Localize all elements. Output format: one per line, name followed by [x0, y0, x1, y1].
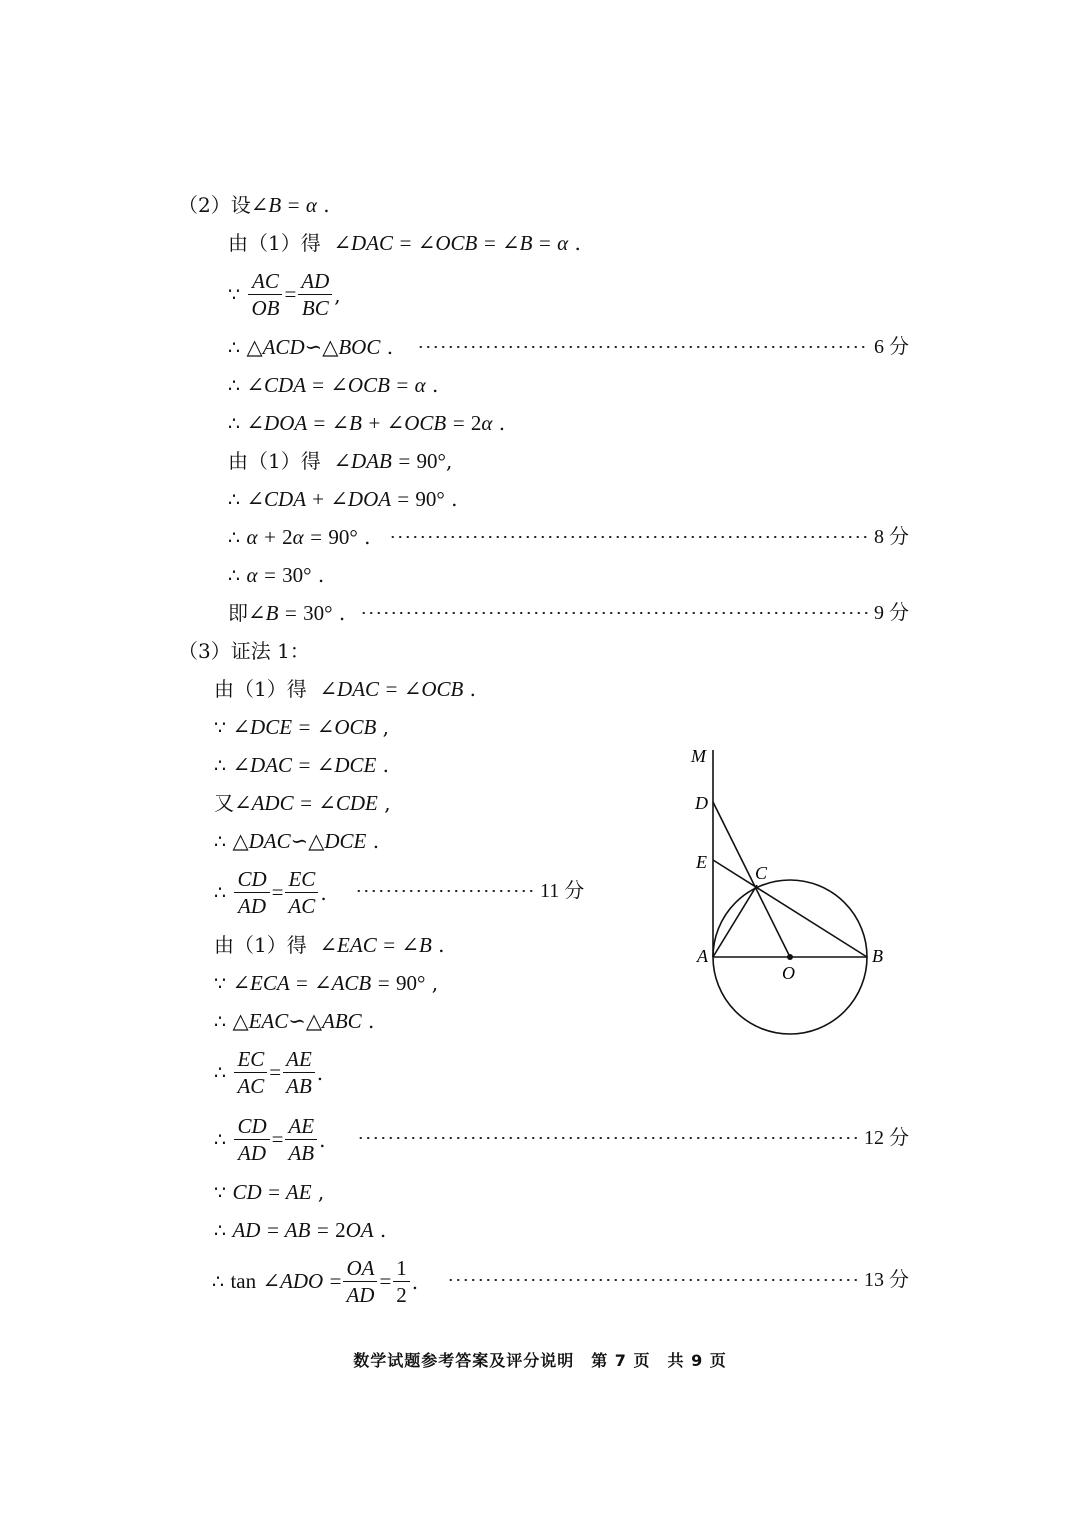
part2-step-7: ∴ ∠CDA + ∠DOA = 90° . [228, 487, 458, 511]
part2-step-10: 即∠B = 30° . [228, 601, 346, 625]
part3-step-14: ∴ tan ∠ADO = $\frac{OA}{AD}$ = $\frac{1}{2}$ . [212, 1256, 419, 1307]
part3-step-2: ∵ ∠DCE = ∠OCB , [214, 715, 390, 739]
dot-leader [355, 877, 537, 905]
label-m: M [691, 746, 706, 766]
part3-step-7: 由（1）得 ∠EAC = ∠B . [214, 933, 445, 957]
fraction-ae-ab-2: $\frac{AE}{AB}$ [285, 1113, 317, 1166]
fraction-cd-ad: $\frac{CD}{AD}$ [234, 866, 269, 919]
part3-step-4: 又∠ADC = ∠CDE , [214, 791, 391, 815]
part3-step-9: ∴ △EAC∽△ABC . [214, 1009, 375, 1033]
score-6: 6 分 [874, 336, 909, 358]
part3-step-10: ∴ $\frac{EC}{AC}$ = $\frac{AE}{AB}$ . [214, 1047, 324, 1098]
score-9: 9 分 [874, 602, 909, 624]
part3-step-8: ∵ ∠ECA = ∠ACB = 90° , [214, 971, 439, 995]
score-13: 13 分 [864, 1269, 909, 1291]
score-8: 8 分 [874, 526, 909, 548]
label-b: B [872, 946, 883, 966]
dot-leader [360, 599, 869, 627]
fraction-ec-ac-2: $\frac{EC}{AC}$ [234, 1046, 267, 1099]
part3-step-3: ∴ ∠DAC = ∠DCE . [214, 753, 390, 777]
fraction-cd-ad-2: $\frac{CD}{AD}$ [234, 1113, 269, 1166]
dot-leader [417, 333, 869, 361]
part2-step-5: ∴ ∠DOA = ∠B + ∠OCB = 2α . [228, 411, 506, 435]
part3-step-12: ∵ CD = AE , [214, 1180, 325, 1204]
part2-heading: （2）设∠B = α . [178, 193, 330, 217]
part2-step-1: 由（1）得 ∠DAC = ∠OCB = ∠B = α . [228, 231, 581, 255]
fraction-ac-ob: $\frac{AC}{OB}$ [248, 268, 282, 321]
dot-leader [447, 1266, 860, 1294]
label-e: E [696, 852, 707, 872]
line-ac [713, 885, 757, 957]
label-c: C [755, 863, 768, 883]
part3-heading: （3）证法 1： [178, 639, 310, 663]
page-footer: 数学试题参考答案及评分说明 第 7 页 共 9 页 [353, 1351, 727, 1370]
part2-step-4: ∴ ∠CDA = ∠OCB = α . [228, 373, 439, 397]
part3-step-5: ∴ △DAC∽△DCE . [214, 829, 380, 853]
part2-step-9: ∴ α = 30° . [228, 563, 325, 587]
part2-step-2: ∵ $\frac{AC}{OB}$ = $\frac{AD}{BC}$ , [228, 269, 341, 320]
part3-step-1: 由（1）得 ∠DAC = ∠OCB . [214, 677, 477, 701]
fraction-ad-bc: $\frac{AD}{BC}$ [298, 268, 332, 321]
fraction-ec-ac: $\frac{EC}{AC}$ [285, 866, 318, 919]
score-12: 12 分 [864, 1127, 909, 1149]
part2-step-3: ∴ △ACD∽△BOC . [228, 335, 394, 359]
label-o: O [782, 963, 795, 983]
line-eb [713, 860, 867, 957]
label-d: D [695, 793, 708, 813]
fraction-ae-ab: $\frac{AE}{AB}$ [283, 1046, 315, 1099]
line-do [713, 802, 790, 957]
label-a: A [697, 946, 708, 966]
dot-leader [357, 1124, 860, 1152]
part2-step-6: 由（1）得 ∠DAB = 90°, [228, 449, 453, 473]
fraction-one-half: $\frac{1}{2}$ [393, 1255, 410, 1308]
part3-step-11: ∴ $\frac{CD}{AD}$ = $\frac{AE}{AB}$ . [214, 1114, 326, 1165]
part2-step-8: ∴ α + 2α = 90° . [228, 525, 371, 549]
fraction-oa-ad: $\frac{OA}{AD}$ [343, 1255, 377, 1308]
geometry-figure [690, 740, 910, 1050]
score-11: 11 分 [540, 880, 585, 902]
part3-step-13: ∴ AD = AB = 2OA . [214, 1218, 387, 1242]
center-dot [787, 954, 793, 960]
dot-leader [389, 523, 869, 551]
part3-step-6: ∴ $\frac{CD}{AD}$ = $\frac{EC}{AC}$ . [214, 867, 327, 918]
